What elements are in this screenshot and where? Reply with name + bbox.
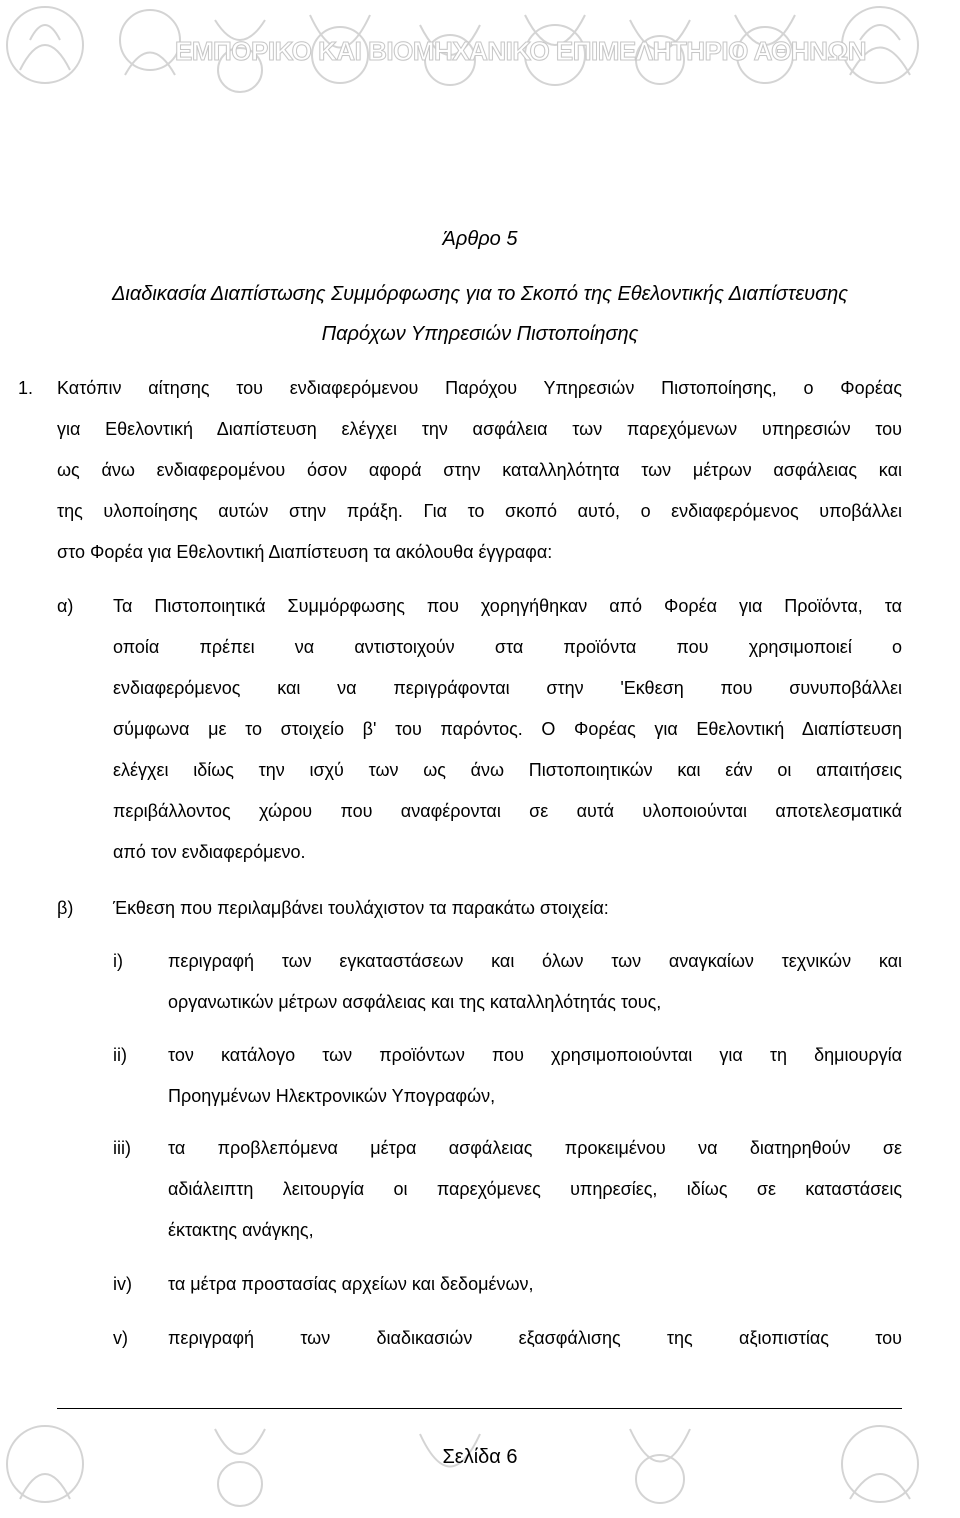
item-line: Προηγμένων Ηλεκτρονικών Υπογραφών,: [168, 1086, 496, 1106]
item-line: έκτακτης ανάγκης,: [168, 1220, 314, 1240]
item-line: τα προβλεπόμενα μέτρα ασφάλειας προκειμένου να διατηρηθούν σε: [168, 1138, 902, 1158]
subitem-i-text: [168, 941, 902, 1023]
item-a-text: [113, 586, 902, 873]
subitem-i-label: i): [113, 951, 123, 971]
item-line: οποία πρέπει να αντιστοιχούν στα προϊόντα που χρησιμοποιεί ο: [113, 637, 902, 657]
item-line: Τα Πιστοποιητικά Συμμόρφωσης που χορηγήθηκαν από Φορέα για Προϊόντα, τα: [113, 596, 902, 616]
subitem-iii-label: iii): [113, 1138, 131, 1158]
article-number: Άρθρο 5: [442, 228, 518, 250]
item-line: περιγραφή των εγκαταστάσεων και όλων των αναγκαίων τεχνικών και: [168, 951, 902, 971]
item-b-label: β): [57, 898, 74, 918]
article-title-line2: Παρόχων Υπηρεσιών Πιστοποίησης: [321, 323, 639, 345]
article-title-line1: Διαδικασία Διαπίστωσης Συμμόρφωσης για το Σκοπό της Εθελοντικής Διαπίστευσης: [111, 283, 849, 305]
item-line: τα μέτρα προστασίας αρχείων και δεδομένων,: [168, 1274, 534, 1294]
item-line: ελέγχει ιδίως την ισχύ των ως άνω Πιστοποιητικών και εάν οι απαιτήσεις: [113, 760, 902, 780]
paragraph-line: της υλοποίησης αυτών στην πράξη. Για το σκοπό αυτό, ο ενδιαφερόμενος υποβάλλει: [57, 501, 902, 521]
paragraph-line: για Εθελοντική Διαπίστευση ελέγχει την ασφάλεια των παρεχόμενων υπηρεσιών του: [57, 419, 902, 439]
item-line: αδιάλειπτη λειτουργία οι παρεχόμενες υπηρεσίες, ιδίως σε καταστάσεις: [168, 1179, 902, 1199]
item-line: οργανωτικών μέτρων ασφάλειας και της καταλληλότητάς τους,: [168, 992, 662, 1012]
subitem-iv-text: [168, 1264, 902, 1305]
item-line: Έκθεση που περιλαμβάνει τουλάχιστον τα παρακάτω στοιχεία:: [113, 898, 609, 918]
paragraph-line: στο Φορέα για Εθελοντική Διαπίστευση τα ακόλουθα έγγραφα:: [57, 542, 553, 562]
item-line: περιγραφή των διαδικασιών εξασφάλισης της αξιοπιστίας του: [168, 1328, 902, 1348]
paragraph-line: Κατόπιν αίτησης του ενδιαφερόμενου Παρόχου Υπηρεσιών Πιστοποίησης, ο Φορέας: [57, 378, 902, 398]
subitem-ii-text: [168, 1035, 902, 1117]
header-title: ΕΜΠΟΡΙΚΟ ΚΑΙ ΒΙΟΜΗΧΑΝΙΚΟ ΕΠΙΜΕΛΗΤΗΡΙΟ ΑΘΗΝΩΝ: [175, 36, 867, 66]
item-a-label: α): [57, 596, 74, 616]
item-line: ενδιαφερόμενος και να περιγράφονται στην 'Εκθεση που συνυποβάλλει: [113, 678, 902, 698]
item-line: από τον ενδιαφερόμενο.: [113, 842, 306, 862]
subitem-ii-label: ii): [113, 1045, 127, 1065]
subitem-v-text: [168, 1318, 902, 1359]
item-line: σύμφωνα με το στοιχείο β' του παρόντος. Ο Φορέας για Εθελοντική Διαπίστευση: [113, 719, 902, 739]
header-watermark: [0, 0, 960, 110]
item-line: τον κατάλογο των προϊόντων που χρησιμοποιούνται για τη δημιουργία: [168, 1045, 902, 1065]
item-b-text: [113, 888, 902, 929]
subitem-iii-text: [168, 1128, 902, 1251]
subitem-v-label: v): [113, 1328, 128, 1348]
paragraph-1: [57, 368, 902, 573]
page-number: Σελίδα 6: [442, 1446, 518, 1468]
paragraph-line: ως άνω ενδιαφερομένου όσον αφορά στην καταλληλότητα των μέτρων ασφάλειας και: [57, 460, 902, 480]
item-line: περιβάλλοντος χώρου που αναφέρονται σε αυτά υλοποιούνται αποτελεσματικά: [113, 801, 902, 821]
paragraph-number: 1.: [18, 378, 34, 398]
subitem-iv-label: iv): [113, 1274, 132, 1294]
